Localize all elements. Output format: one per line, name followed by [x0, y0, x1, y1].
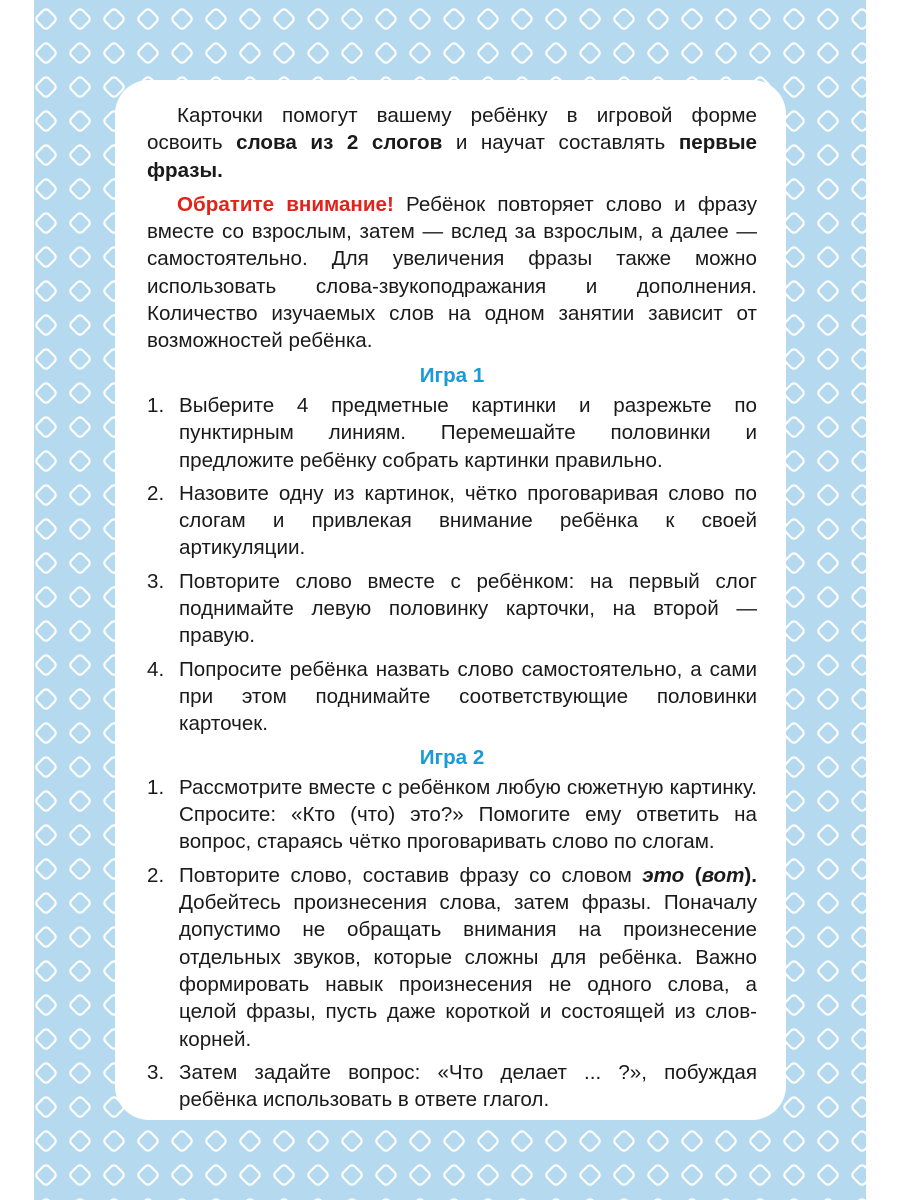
game1-title: Игра 1: [419, 363, 485, 387]
game2-title: Игра 2: [419, 745, 485, 769]
word-vot: вот: [701, 863, 745, 887]
step-text: Повторите слово вместе с ребёнком: на первый слог поднимайте левую половинку карточки, на второй — правую.: [179, 569, 757, 648]
intro-bold-words: слова из 2 слогов: [236, 131, 443, 155]
intro-text: Карточки помогут вашему ребёнку в игровой форме освоить: [147, 104, 757, 155]
list-item: [147, 1059, 757, 1114]
instruction-card: [115, 80, 786, 1120]
intro-bold-phrases: первые фразы.: [147, 131, 757, 182]
list-item: [147, 656, 757, 738]
step-text: Повторите слово, составив фразу со словом: [179, 863, 643, 887]
step-text: Выберите 4 предметные картинки и разрежьте по пунктирным линиям. Перемешайте половинки и предложите ребёнку собрать картинки правильно.: [179, 393, 757, 472]
game1-steps: [147, 392, 757, 738]
list-item: [147, 480, 757, 562]
step-number: 2.: [147, 481, 165, 505]
step-number: 4.: [147, 657, 165, 681]
step-number: 3.: [147, 569, 165, 593]
step-text: Назовите одну из картинок, чётко проговаривая слово по слогам и привлекая внимание ребёнка к своей артикуляции.: [179, 481, 757, 560]
attention-label: Обратите внимание!: [177, 192, 394, 216]
step-number: 1.: [147, 393, 165, 417]
word-eto: это: [642, 863, 685, 887]
step-number: 3.: [147, 1060, 165, 1084]
intro-text: и научат составлять: [442, 131, 679, 155]
attention-paragraph: [147, 191, 757, 355]
list-item: [147, 568, 757, 650]
intro-paragraph: [147, 102, 757, 184]
step-number: 2.: [147, 863, 165, 887]
step-text: Добейтесь произнесения слова, затем фразы. Поначалу допустимо не обращать внимания на произнесение отдельных звуков, которые сложны для ребёнка. Важно формировать навык произнесения не одного слова, а целой фразы, пусть даже короткой и состоящей из слов-корней.: [179, 891, 757, 1051]
attention-text: Ребёнок повторяет слово и фразу вместе со взрослым, затем — вслед за взрослым, а далее — самостоятельно. Для увеличения фразы также можно использовать слова-звукоподражания и дополнения. Количество изучаемых слов на одном занятии зависит от возможностей ребёнка.: [147, 192, 757, 353]
list-item: [147, 774, 757, 856]
step-text: Попросите ребёнка назвать слово самостоятельно, а сами при этом поднимайте соответствующие половинки карточек.: [179, 657, 757, 736]
paren-open: (: [684, 863, 702, 887]
step-text: Рассмотрите вместе с ребёнком любую сюжетную картинку. Спросите: «Кто (что) это?» Помогите ему ответить на вопрос, стараясь чётко проговаривать слово по слогам.: [179, 775, 757, 854]
list-item: [147, 392, 757, 474]
step-number: 1.: [147, 775, 165, 799]
game2-steps: [147, 774, 757, 1114]
step-text: Затем задайте вопрос: «Что делает ... ?», побуждая ребёнка использовать в ответе глагол.: [179, 1060, 757, 1112]
list-item: [147, 862, 757, 1053]
paren-close: ).: [744, 863, 757, 887]
